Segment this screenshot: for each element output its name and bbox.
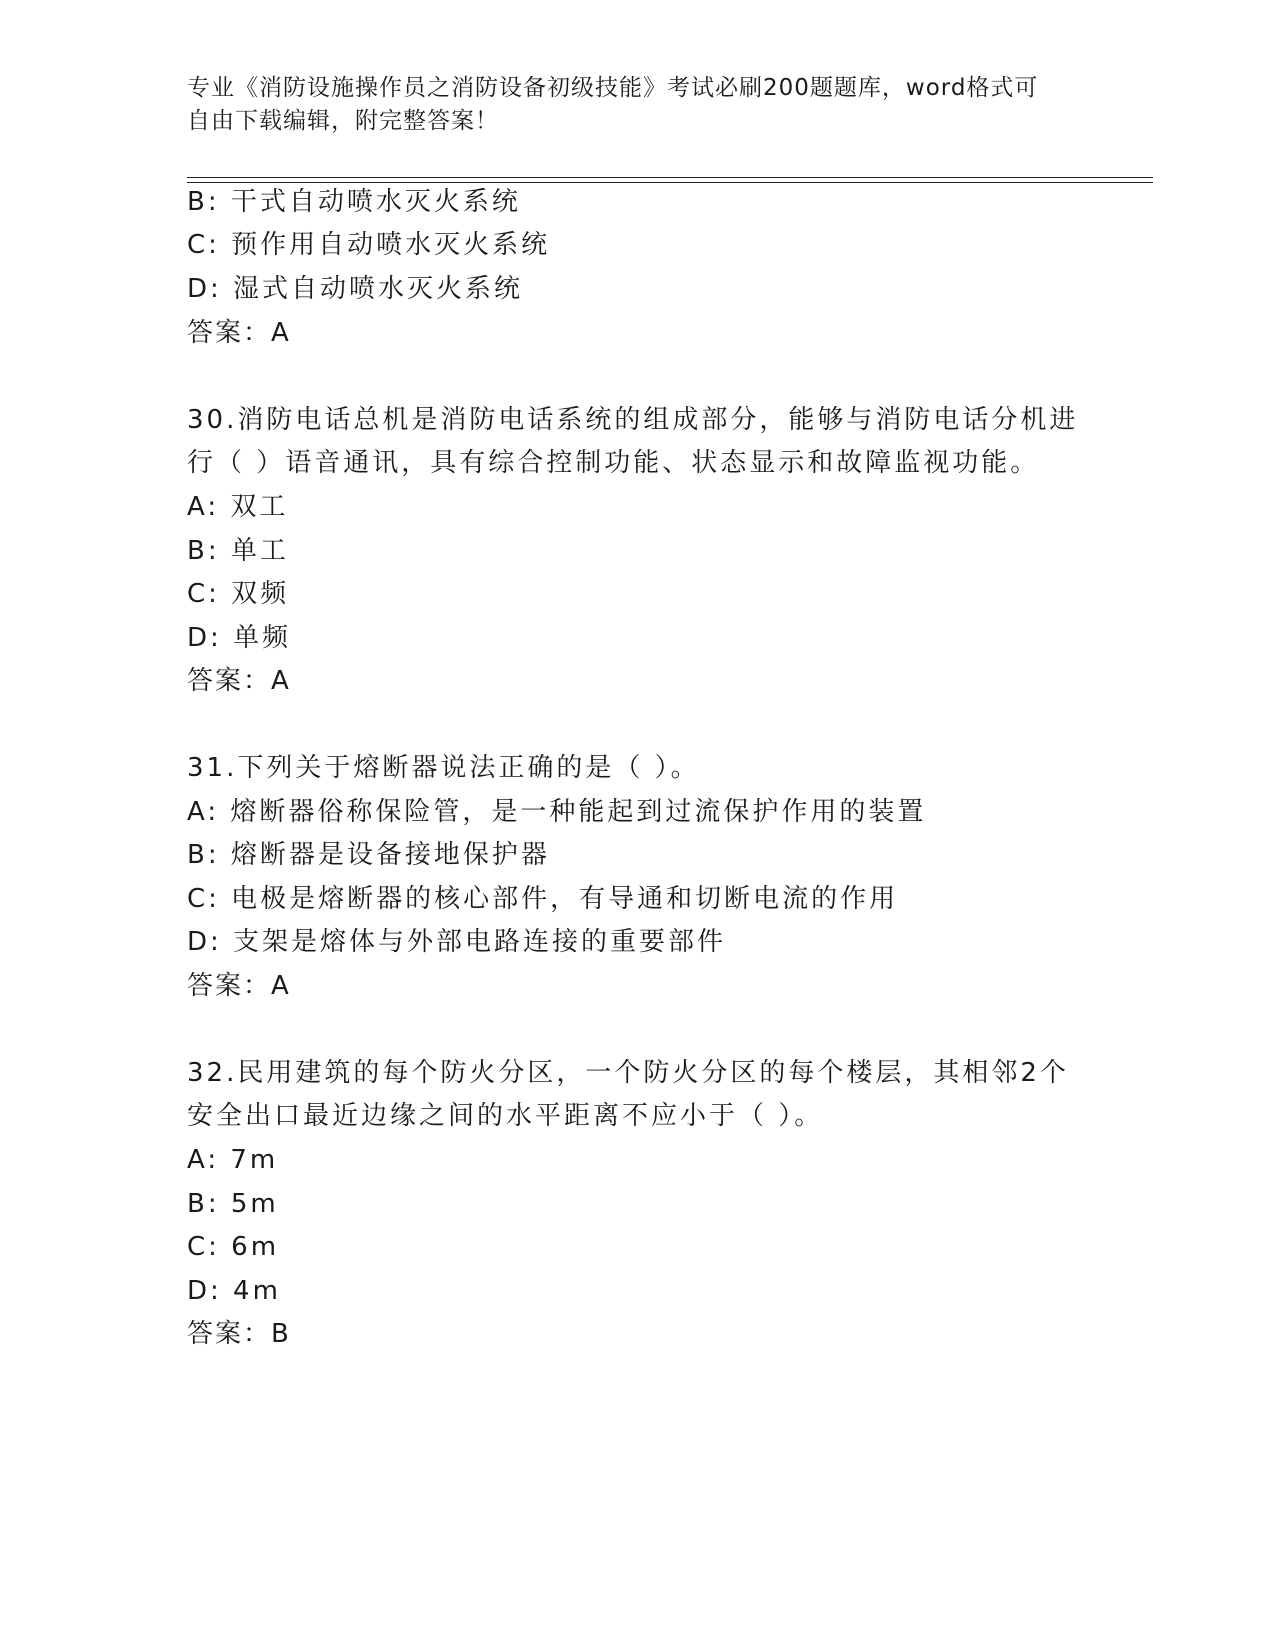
q30-option-b: B: 单工	[187, 536, 289, 566]
q30-answer: 答案：A	[187, 666, 291, 696]
q30-option-d: D: 单频	[187, 623, 292, 653]
q32-stem-line-2: 安全出口最近边缘之间的水平距离不应小于（ ）。	[187, 1101, 824, 1131]
q31-option-a: A: 熔断器俗称保险管，是一种能起到过流保护作用的装置	[187, 797, 927, 827]
q32-stem-line-1: 32.民用建筑的每个防火分区，一个防火分区的每个楼层，其相邻2个	[187, 1058, 1069, 1088]
q30-option-c: C: 双频	[187, 579, 290, 609]
q32-option-b: B: 5m	[187, 1189, 279, 1219]
document-header	[187, 72, 1087, 138]
q30-stem-line-2: 行（ ）语音通讯，具有综合控制功能、状态显示和故障监视功能。	[187, 448, 1040, 478]
q32-answer: 答案：B	[187, 1319, 291, 1349]
q29-option-d: D: 湿式自动喷水灭火系统	[187, 274, 524, 304]
q29-option-c: C: 预作用自动喷水灭火系统	[187, 230, 551, 260]
q31-option-c: C: 电极是熔断器的核心部件，有导通和切断电流的作用	[187, 884, 899, 914]
q31-option-b: B: 熔断器是设备接地保护器	[187, 840, 550, 870]
header-divider-bottom	[187, 182, 1153, 183]
q31-stem-line-1: 31.下列关于熔断器说法正确的是（ ）。	[187, 753, 700, 783]
q30-stem-line-1: 30.消防电话总机是消防电话系统的组成部分，能够与消防电话分机进	[187, 405, 1079, 435]
q32-option-a: A: 7m	[187, 1145, 279, 1175]
q29-option-b: B: 干式自动喷水灭火系统	[187, 187, 521, 217]
q32-option-d: D: 4m	[187, 1276, 281, 1306]
q31-answer: 答案：A	[187, 971, 291, 1001]
header-line-2: 自由下载编辑，附完整答案！	[187, 108, 499, 134]
q29-answer: 答案：A	[187, 318, 291, 348]
header-divider-top	[187, 177, 1153, 178]
q31-option-d: D: 支架是熔体与外部电路连接的重要部件	[187, 927, 727, 957]
q32-option-c: C: 6m	[187, 1232, 280, 1262]
q30-option-a: A: 双工	[187, 492, 289, 522]
header-line-1: 专业《消防设施操作员之消防设备初级技能》考试必刷200题题库，word格式可	[187, 75, 1039, 101]
